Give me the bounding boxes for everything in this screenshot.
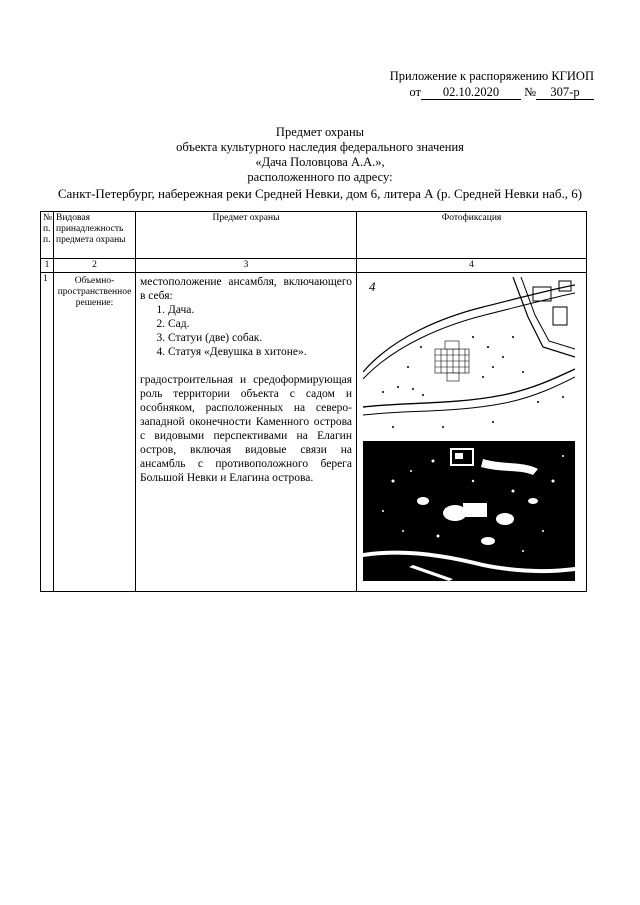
title-line-3: «Дача Половцова А.А.», bbox=[255, 155, 385, 169]
list-item: 3. Статуи (две) собак. bbox=[168, 331, 352, 345]
row-photo bbox=[357, 273, 587, 592]
order-line bbox=[390, 84, 594, 100]
table-header-row bbox=[41, 212, 587, 259]
list-item: 2. Сад. bbox=[168, 317, 352, 331]
order-date: 02.10.2020 bbox=[421, 86, 521, 100]
appendix-title: Приложение к распоряжению КГИОП bbox=[389, 69, 594, 83]
column-number: 3 bbox=[136, 259, 357, 273]
table-row bbox=[41, 273, 587, 592]
from-label: от bbox=[409, 85, 421, 99]
title-line-4: расположенного по адресу: bbox=[247, 170, 393, 184]
appendix-block bbox=[390, 68, 594, 100]
header-kind: Видовая принадлежность предмета охраны bbox=[54, 212, 136, 259]
title-line-2: объекта культурного наследия федерального значения bbox=[176, 140, 464, 154]
list-item: 1. Дача. bbox=[168, 303, 352, 317]
row-subject bbox=[136, 273, 357, 592]
column-number: 1 bbox=[41, 259, 54, 273]
subject-text: градостроительная и средоформирующая роль территории объекта с садом и особняком, расположенных на северо-западной оконечности Каменного острова с видовыми перспективами на Елагин остров, включая видовые связи на ансамбль с противоположного берега Большой Невки и Елагина острова. bbox=[140, 374, 352, 484]
column-number-row bbox=[41, 259, 587, 273]
site-map-image bbox=[363, 277, 575, 437]
column-number: 4 bbox=[357, 259, 587, 273]
row-no: 1 bbox=[41, 273, 54, 592]
list-item: 4. Статуя «Девушка в хитоне». bbox=[168, 345, 352, 359]
title-line-1: Предмет охраны bbox=[275, 125, 365, 139]
document-title bbox=[0, 125, 640, 201]
aerial-photo-image bbox=[363, 441, 575, 581]
header-no: № п. п. bbox=[41, 212, 54, 259]
number-label: № bbox=[524, 85, 536, 99]
order-number: 307-р bbox=[536, 86, 594, 100]
subject-list bbox=[140, 303, 352, 359]
protection-table bbox=[40, 211, 587, 592]
map-mark: 4 bbox=[369, 279, 376, 294]
header-photo: Фотофиксация bbox=[357, 212, 587, 259]
row-kind: Объемно-пространственное решение: bbox=[54, 273, 136, 592]
header-subject: Предмет охраны bbox=[136, 212, 357, 259]
column-number: 2 bbox=[54, 259, 136, 273]
title-address: Санкт-Петербург, набережная реки Средней Невки, дом 6, литера А (р. Средней Невки наб., 6) bbox=[57, 186, 583, 201]
subject-intro: местоположение ансамбля, включающего в себя: bbox=[140, 276, 352, 302]
